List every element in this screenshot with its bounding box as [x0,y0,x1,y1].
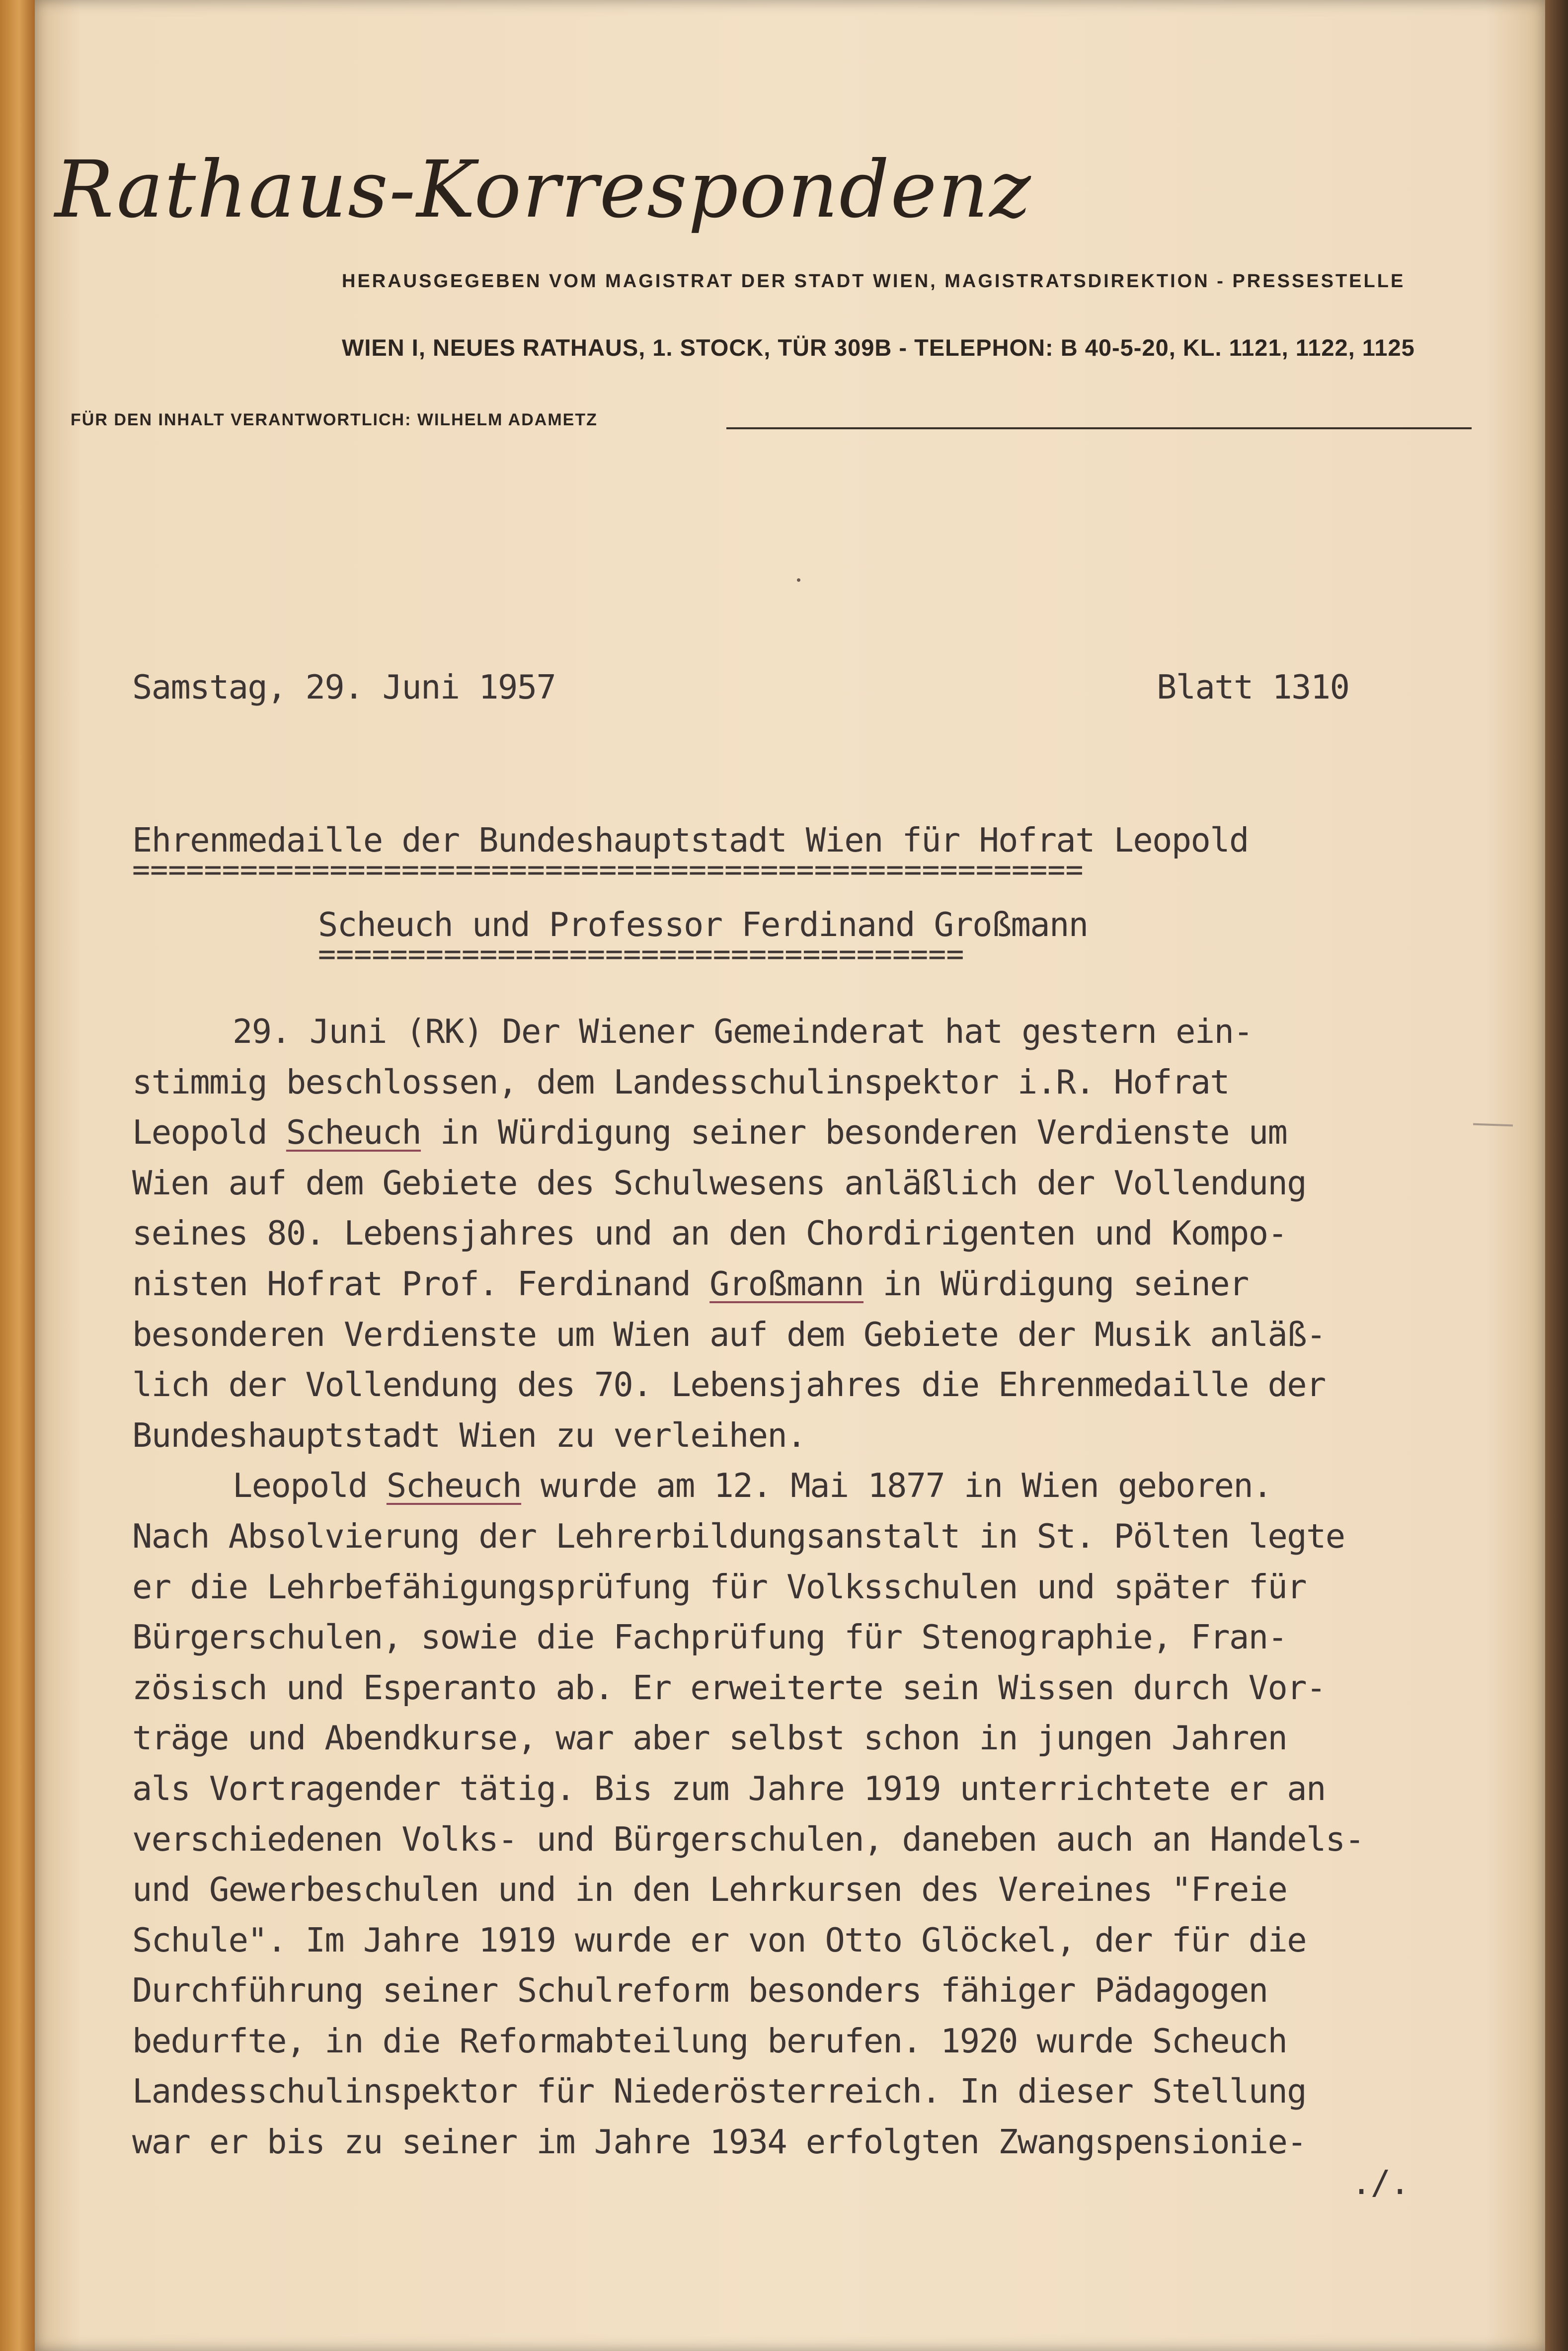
masthead-title: Rathaus-Korrespondenz [55,144,1032,235]
responsible-line: FÜR DEN INHALT VERANTWORTLICH: WILHELM ADAMETZ [71,410,598,429]
text-line [132,1259,1474,1310]
headline-line-2: Scheuch und Professor Ferdinand Großmann [318,905,1088,944]
text-line: Schule". Im Jahre 1919 wurde er von Otto Glöckel, der für die [132,1920,1306,1959]
text-line: besonderen Verdienste um Wien auf dem Gebiete der Musik anläß- [132,1315,1326,1354]
text-segment: Leopold [132,1113,286,1152]
text-segment: wurde am 12. Mai 1877 in Wien geboren. [521,1466,1272,1505]
headline-underline-1: ===================================================== [132,853,1084,887]
text-line: zösisch und Esperanto ab. Er erweiterte sein Wissen durch Vor- [132,1668,1326,1707]
masthead-rule [726,427,1472,429]
underlined-name: Scheuch [386,1466,522,1505]
ink-speck [797,578,800,582]
text-line [132,1107,1474,1158]
text-line: Wien auf dem Gebiete des Schulwesens anläßlich der Vollendung [132,1163,1306,1202]
text-line: war er bis zu seiner im Jahre 1934 erfolgten Zwangspensionie- [132,2122,1306,2162]
underlined-name: Großmann [709,1264,864,1303]
underlined-name: Scheuch [286,1113,421,1152]
publisher-line: HERAUSGEGEBEN VOM MAGISTRAT DER STADT WIEN, MAGISTRATSDIREKTION - PRESSESTELLE [342,271,1406,292]
article-body [132,1007,1474,2168]
text-line: Nach Absolvierung der Lehrerbildungsanstalt in St. Pölten legte [132,1516,1345,1556]
headline-underline-2: ==================================== [318,937,964,972]
text-line: träge und Abendkurse, war aber selbst schon in jungen Jahren [132,1719,1287,1758]
text-segment: Leopold [233,1466,387,1505]
text-segment: nisten Hofrat Prof. Ferdinand [132,1264,710,1303]
dateline-date: Samstag, 29. Juni 1957 [132,668,556,706]
text-line: verschiedenen Volks- und Bürgerschulen, daneben auch an Handels- [132,1819,1364,1859]
text-line: Landesschulinspektor für Niederösterreich. In dieser Stellung [132,2072,1306,2111]
headline-line-1: Ehrenmedaille der Bundeshauptstadt Wien für Hofrat Leopold [132,821,1249,860]
text-line: lich der Vollendung des 70. Lebensjahres die Ehrenmedaille der [132,1365,1326,1405]
text-line: 29. Juni (RK) Der Wiener Gemeinderat hat gestern ein- [233,1012,1253,1051]
text-line: bedurfte, in die Reformabteilung berufen. 1920 wurde Scheuch [132,2021,1287,2060]
text-line: Bundeshauptstadt Wien zu verleihen. [132,1415,806,1455]
text-line: Durchführung seiner Schulreform besonders fähiger Pädagogen [132,1971,1268,2010]
address-line: WIEN I, NEUES RATHAUS, 1. STOCK, TÜR 309B - TELEPHON: B 40-5-20, KL. 1121, 1122, 1125 [342,334,1415,361]
page-edge-shadow [1545,0,1568,2351]
continuation-mark: ./. [1351,2163,1410,2202]
text-segment: in Würdigung seiner besonderen Verdienste um [421,1113,1287,1152]
text-line: und Gewerbeschulen und in den Lehrkursen des Vereines "Freie [132,1870,1287,1909]
text-line: Bürgerschulen, sowie die Fachprüfung für Stenographie, Fran- [132,1618,1287,1657]
text-line: stimmig beschlossen, dem Landesschulinspektor i.R. Hofrat [132,1062,1230,1101]
sheet-number: Blatt 1310 [1157,668,1349,706]
text-line: seines 80. Lebensjahres und an den Chordirigenten und Kompo- [132,1214,1287,1253]
text-line: als Vortragender tätig. Bis zum Jahre 1919 unterrichtete er an [132,1769,1326,1808]
text-line: er die Lehrbefähigungsprüfung für Volksschulen und später für [132,1567,1306,1606]
text-segment: in Würdigung seiner [863,1264,1249,1303]
text-line [132,1461,1474,1511]
book-binding [0,0,35,2351]
